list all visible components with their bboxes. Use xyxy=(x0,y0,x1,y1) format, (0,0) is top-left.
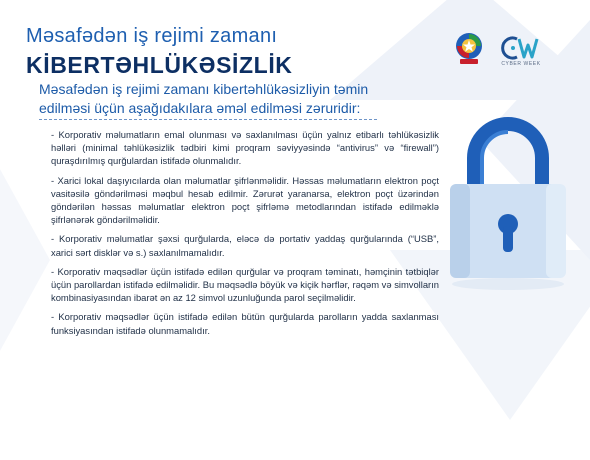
padlock-icon xyxy=(442,114,574,292)
intro-block xyxy=(39,80,379,118)
list-item: - Korporativ məlumatlar şəxsi qurğularda, eləcə də portativ yaddaş qurğularında (“USB”, xarici sərt disklər və s.) saxlanılmamalıdır. xyxy=(51,233,439,258)
list-item: - Korporativ məqsədlər üçün istifadə edilən qurğular və proqram təminatı, həmçinin tətbiqlər üçün parollardan istifadə edilməlidir. Bu məqsədlə böyük və kiçik hərflər, rəqəm və simvolların kombinasiyasından ibarət ən az 12 simvol uzunluğunda parol seçilməlidir. xyxy=(51,265,439,304)
intro-divider xyxy=(39,119,377,120)
cyber-week-logo-icon xyxy=(499,33,543,63)
page-header xyxy=(26,24,293,79)
background-triangle xyxy=(0,60,50,460)
page-title: KİBERTƏHLÜKƏSİZLİK xyxy=(26,52,293,78)
list-item: - Korporativ məlumatların emal olunması və saxlanılması üçün yalnız etibarlı təhlükəsizlik həlləri (minimal təhlükəsizlik tədbiri kimi proqram səviyyəsində “antivirus” və “firewall”) quraşdırılmış qurğulardan istifadə olunmalıdır. xyxy=(51,129,439,167)
guidelines-list xyxy=(51,128,439,343)
page-subtitle: Məsafədən iş rejimi zamanı xyxy=(26,25,278,47)
intro-text: Məsafədən iş rejimi zamanı kibertəhlükəsizliyin təmin edilməsi üçün aşağıdakılara əməl edilməsi zəruridir: xyxy=(39,81,369,116)
list-item: - Korporativ məqsədlər üçün istifadə edilən bütün qurğularda parolların yadda saxlanması funksiyasından istifadə olunmamalıdır. xyxy=(51,311,439,336)
list-item: - Xarici lokal daşıyıcılarda olan məlumatlar şifrlənməlidir. Həssas məlumatların elektron poçt vasitəsilə göndərilməsi məqbul hesab edilmir. Zərurət yaranarsa, elektron poçt üzərindən göndərilən həssas məlumatlar elektron poçt şifrləmə metodlarından istifadə edilməklə şifrlənərək göndərilməlidir. xyxy=(51,174,439,226)
logos-group xyxy=(454,32,544,72)
azerbaijan-emblem-icon xyxy=(454,32,484,66)
cyber-week-caption: CYBER WEEK xyxy=(501,61,541,67)
